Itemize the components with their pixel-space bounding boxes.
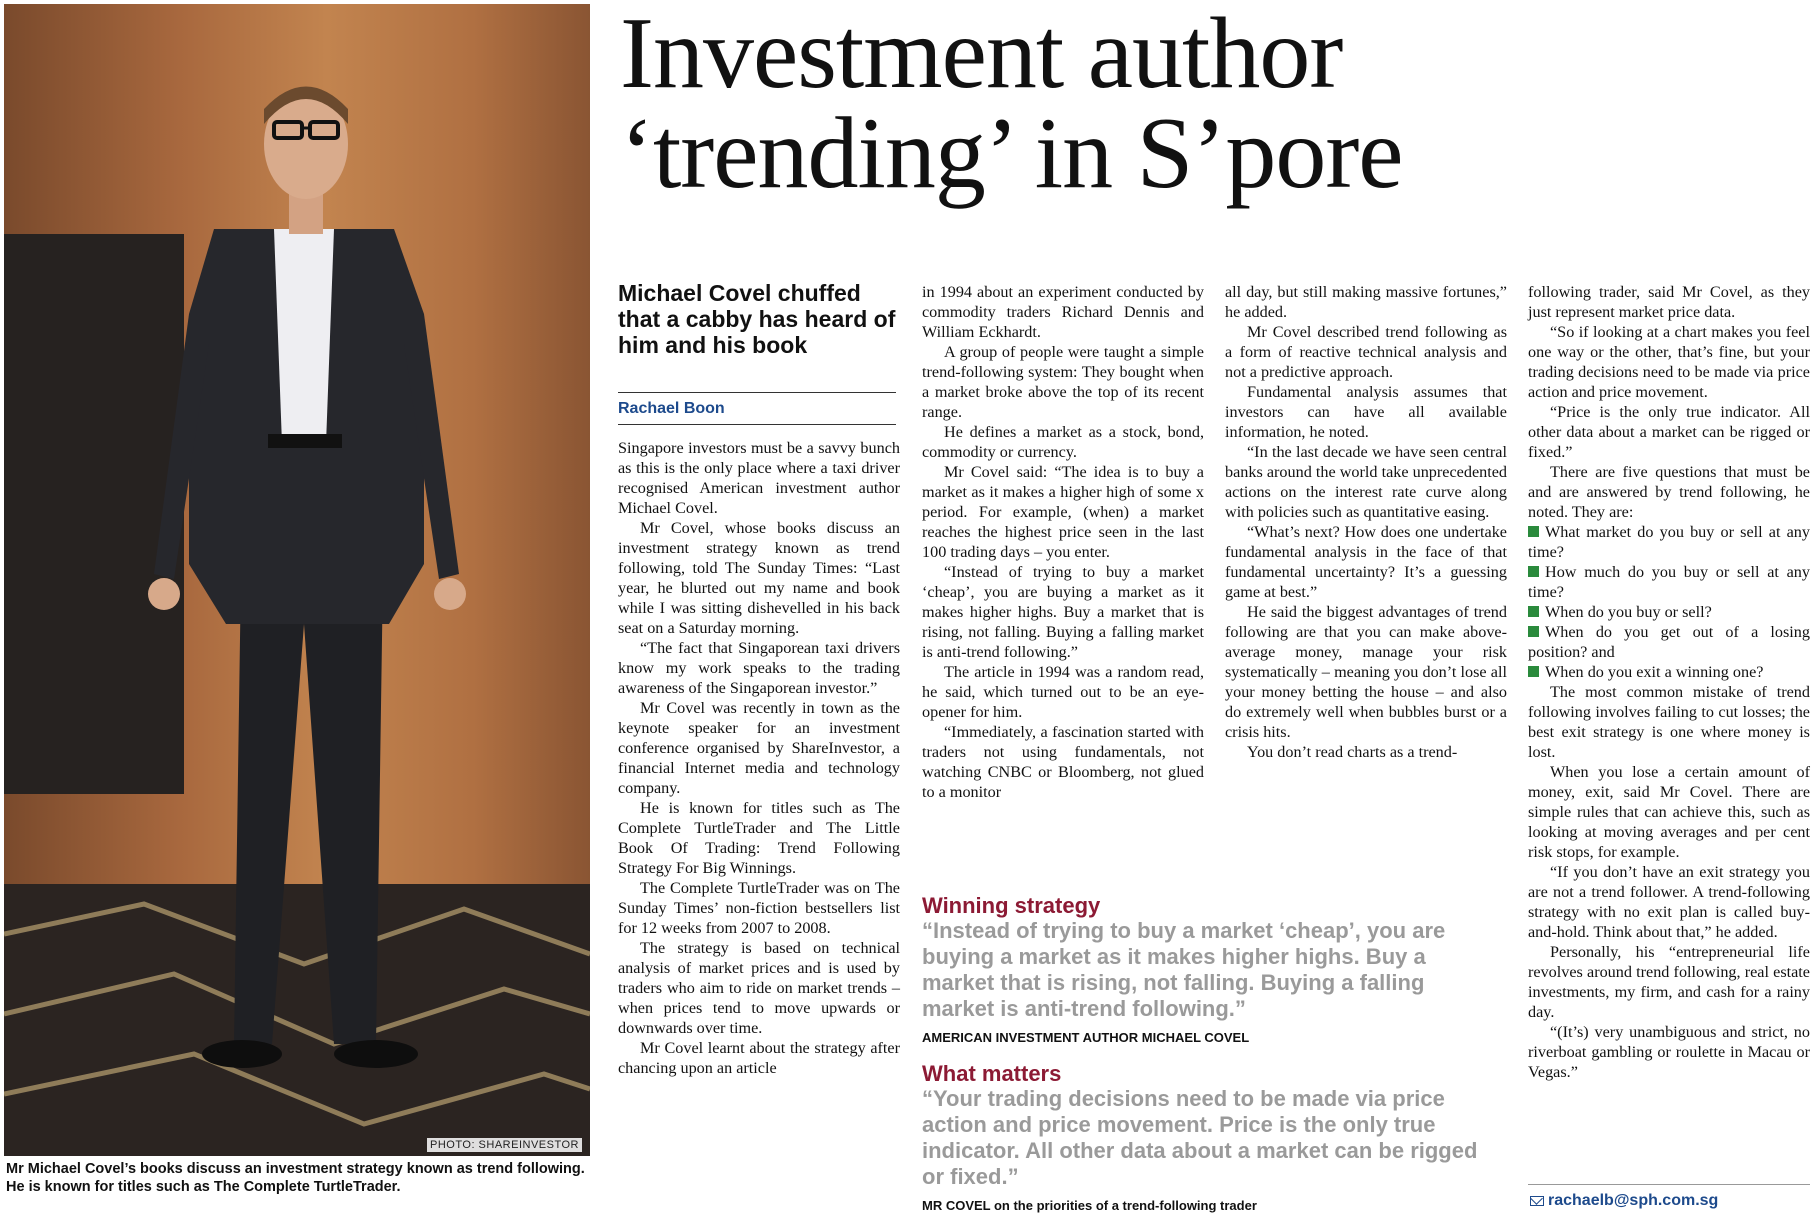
- person-illustration: [4, 4, 590, 1156]
- paragraph: Mr Covel, whose books discuss an investment strategy known as trend following, told The Sunday Times: “Last year, he blurted out my name and book while I was sitting dishevelled in his back seat on a Saturday morning.: [618, 519, 900, 637]
- divider: [618, 424, 896, 425]
- byline: Rachael Boon: [618, 400, 725, 417]
- paragraph: Mr Covel said: “The idea is to buy a market as it makes a higher high of some x period. For example, (when) a market reaches the highest price seen in the last 100 trading days – you enter.: [922, 463, 1204, 561]
- bullet-item: [1528, 622, 1810, 662]
- paragraph: “In the last decade we have seen central banks around the world take unprecedented actions on the interest rate curve along with policies such as quantitative easing.: [1225, 443, 1507, 521]
- paragraph: The article in 1994 was a random read, he said, which turned out to be an eye-opener for him.: [922, 663, 1204, 721]
- headline-line-2: ‘trending’ in S’pore: [620, 97, 1403, 210]
- paragraph: all day, but still making massive fortunes,” he added.: [1225, 283, 1507, 321]
- standfirst: Michael Covel chuffed that a cabby has heard of him and his book: [618, 280, 896, 358]
- mail-icon: [1530, 1196, 1544, 1206]
- pullquote-what-matters: [922, 1062, 1482, 1213]
- divider: [618, 392, 896, 393]
- pullquote-text: “Your trading decisions need to be made via price action and price movement. Price is the only true indicator. All other data about a market can be rigged or fixed.”: [922, 1086, 1478, 1189]
- pullquote-attribution: MR COVEL on the priorities of a trend-following trader: [922, 1198, 1257, 1213]
- pullquote-heading: What matters: [922, 1061, 1062, 1086]
- photo-caption: Mr Michael Covel’s books discuss an investment strategy known as trend following. He is known for titles such as The Complete TurtleTrader.: [6, 1161, 585, 1195]
- pullquote-winning-strategy: [922, 894, 1482, 1045]
- paragraph: He is known for titles such as The Complete TurtleTrader and The Little Book Of Trading: Trend Following Strategy For Big Winnings.: [618, 799, 900, 877]
- author-email[interactable]: [1530, 1192, 1812, 1210]
- paragraph: Personally, his “entrepreneurial life revolves around trend following, real estate investments, my firm, and cash for a rainy day.: [1528, 943, 1810, 1021]
- bullet-item: [1528, 662, 1810, 682]
- pullquote-attribution: AMERICAN INVESTMENT AUTHOR MICHAEL COVEL: [922, 1030, 1250, 1045]
- bullet-item: [1528, 522, 1810, 562]
- bullet-square-icon: [1528, 526, 1539, 537]
- paragraph: Mr Covel was recently in town as the keynote speaker for an investment conference organised by ShareInvestor, a financial Internet media and technology company.: [618, 699, 900, 797]
- bullet-square-icon: [1528, 666, 1539, 677]
- bullet-square-icon: [1528, 626, 1539, 637]
- paragraph: He defines a market as a stock, bond, commodity or currency.: [922, 423, 1204, 461]
- headline-line-1: Investment author: [620, 0, 1343, 110]
- headline: [620, 0, 1810, 210]
- bullet-text: How much do you buy or sell at any time?: [1528, 563, 1810, 601]
- paragraph: Mr Covel described trend following as a form of reactive technical analysis and not a predictive approach.: [1225, 323, 1507, 381]
- paragraph: Singapore investors must be a savvy bunch as this is the only place where a taxi driver recognised American investment author Michael Covel.: [618, 439, 900, 517]
- paragraph: “Price is the only true indicator. All other data about a market can be rigged or fixed.”: [1528, 403, 1810, 461]
- paragraph: “What’s next? How does one undertake fundamental analysis in the face of that fundamental uncertainty? It’s a guessing game at best.”: [1225, 523, 1507, 601]
- paragraph: The strategy is based on technical analysis of market prices and is used by traders who aim to ride on market trends – when prices tend to move upwards or downwards over time.: [618, 939, 900, 1037]
- article-column-4: [1528, 282, 1810, 1082]
- paragraph: He said the biggest advantages of trend following are that you can make above-average money, manage your risk systematically – meaning you don’t lose all your money betting the house – and also do extremely well when bubbles burst or a crisis hits.: [1225, 603, 1507, 741]
- paragraph: The Complete TurtleTrader was on The Sunday Times’ non-fiction bestsellers list for 12 weeks from 2007 to 2008.: [618, 879, 900, 937]
- paragraph: “The fact that Singaporean taxi drivers know my work speaks to the trading awareness of the Singaporean investor.”: [618, 639, 900, 697]
- bullet-square-icon: [1528, 606, 1539, 617]
- article-column-1: [618, 438, 900, 1078]
- paragraph: There are five questions that must be and are answered by trend following, he noted. They are:: [1528, 463, 1810, 521]
- divider: [1528, 1184, 1810, 1185]
- paragraph: You don’t read charts as a trend-: [1247, 743, 1458, 761]
- bullet-text: When do you exit a winning one?: [1545, 663, 1764, 681]
- email-address[interactable]: rachaelb@sph.com.sg: [1548, 1192, 1719, 1209]
- paragraph: “Immediately, a fascination started with traders not using fundamentals, not watching CNBC or Bloomberg, not glued to a monitor: [922, 723, 1204, 801]
- paragraph: “If you don’t have an exit strategy you are not a trend follower. A trend-following strategy with no exit plan is called buy-and-hold. Think about that,” he added.: [1528, 863, 1810, 941]
- article-column-2: [922, 282, 1204, 802]
- paragraph: The most common mistake of trend following involves failing to cut losses; the best exit strategy is one where money is lost.: [1528, 683, 1810, 761]
- article-column-3: [1225, 282, 1507, 762]
- paragraph: in 1994 about an experiment conducted by commodity traders Richard Dennis and William Eckhardt.: [922, 283, 1204, 341]
- paragraph: “So if looking at a chart makes you feel one way or the other, that’s fine, but your trading decisions need to be made via price action and price movement.: [1528, 323, 1810, 401]
- bullet-text: When do you get out of a losing position? and: [1528, 623, 1810, 661]
- bullet-square-icon: [1528, 566, 1539, 577]
- paragraph: “Instead of trying to buy a market ‘cheap’, you are buying a market as it makes higher highs. Buy a market that is rising, not falling. Buying a falling market is anti-trend following.”: [922, 563, 1204, 661]
- bullet-item: [1528, 562, 1810, 602]
- paragraph: “(It’s) very unambiguous and strict, no riverboat gambling or roulette in Macau or Vegas.”: [1528, 1023, 1810, 1081]
- paragraph: following trader, said Mr Covel, as they just represent market price data.: [1528, 283, 1810, 321]
- pullquote-text: “Instead of trying to buy a market ‘cheap’, you are buying a market as it makes higher highs. Buy a market that is rising, not falling. Buying a falling market is anti-trend following.”: [922, 918, 1446, 1021]
- paragraph: Fundamental analysis assumes that investors can have all available information, he noted.: [1225, 383, 1507, 441]
- article-photo: [4, 4, 590, 1156]
- paragraph: When you lose a certain amount of money, exit, said Mr Covel. There are simple rules that can achieve this, such as looking at moving averages and per cent risk stops, for example.: [1528, 763, 1810, 861]
- photo-credit: PHOTO: SHAREINVESTOR: [427, 1138, 582, 1152]
- pullquote-heading: Winning strategy: [922, 893, 1101, 918]
- paragraph: A group of people were taught a simple trend-following system: They bought when a market broke above the top of its recent range.: [922, 343, 1204, 421]
- bullet-item: [1528, 602, 1810, 622]
- bullet-text: When do you buy or sell?: [1545, 603, 1712, 621]
- bullet-text: What market do you buy or sell at any time?: [1528, 523, 1810, 561]
- paragraph: Mr Covel learnt about the strategy after chancing upon an article: [618, 1039, 900, 1077]
